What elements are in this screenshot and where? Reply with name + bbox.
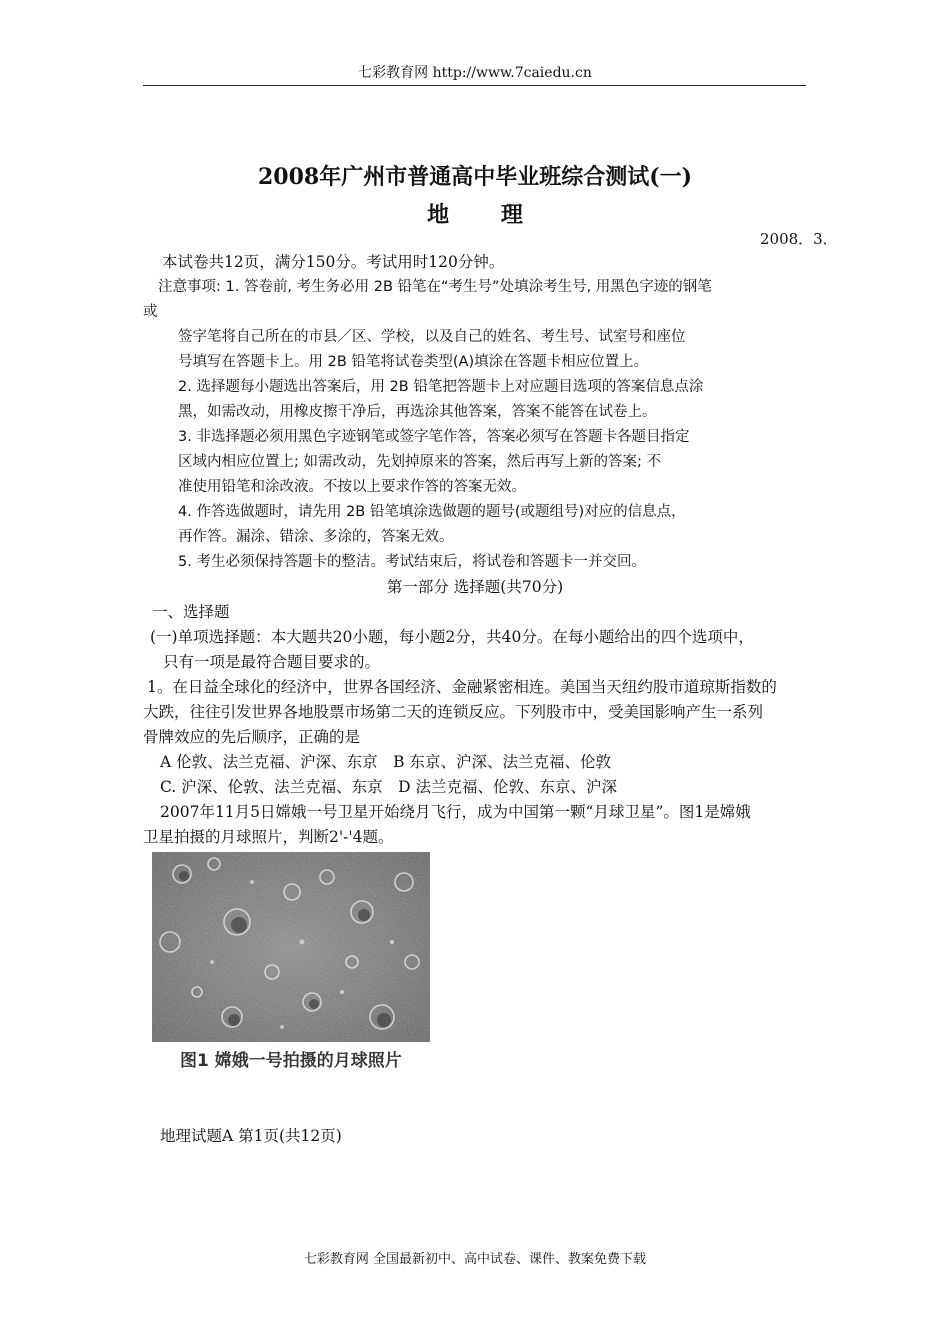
intro-text: 本试卷共12页，满分150分。考试用时120分钟。 [162, 253, 505, 271]
notice-line: 或 [143, 304, 158, 320]
notice-line: 再作答。漏涂、错涂、多涂的，答案无效。 [178, 529, 454, 545]
question-1-text: 骨牌效应的先后顺序，正确的是 [143, 728, 361, 746]
notice-line: 准使用铅笔和涂改液。不按以上要求作答的答案无效。 [178, 479, 526, 495]
notice-line: 2. 选择题每小题选出答案后，用 2B 铅笔把答题卡上对应题目选项的答案信息点涂 [178, 379, 704, 395]
section-title: 一、选择题 [152, 603, 230, 621]
question-1-option: A 伦敦、法兰克福、沪深、东京 B 东京、沪深、法兰克福、伦敦 [160, 753, 611, 771]
single-choice-instruction: 只有一项是最符合题目要求的。 [163, 653, 381, 671]
page-number-footer: 地理试题A 第1页(共12页) [160, 1127, 342, 1145]
moon-photo [152, 852, 430, 1042]
question-1-text: 大跌，往往引发世界各地股票市场第二天的连锁反应。下列股市中，受美国影响产生一系列 [143, 703, 764, 721]
notice-line: 号填写在答题卡上。用 2B 铅笔将试卷类型(A)填涂在答题卡相应位置上。 [178, 354, 649, 370]
bottom-footer: 七彩教育网 全国最新初中、高中试卷、课件、教案免费下载 [303, 1252, 647, 1267]
question-1-text: 1。在日益全球化的经济中，世界各国经济、金融紧密相连。美国当天纽约股市道琼斯指数的 [147, 678, 777, 696]
exam-subject: 地 理 [427, 202, 545, 228]
header-divider [143, 85, 806, 86]
question-2-intro: 卫星拍摄的月球照片，判断2'-'4题。 [143, 828, 394, 846]
exam-date: 2008．3． [760, 230, 838, 248]
part-title: 第一部分 选择题(共70分) [386, 578, 564, 596]
notice-line: 区域内相应位置上; 如需改动，先划掉原来的答案，然后再写上新的答案; 不 [178, 454, 661, 470]
question-2-intro: 2007年11月5日嫦娥一号卫星开始绕月飞行，成为中国第一颗“月球卫星”。图1是嫦娥 [160, 803, 751, 821]
notice-line: 4. 作答选做题时，请先用 2B 铅笔填涂选做题的题号(或题组号)对应的信息点， [178, 504, 686, 520]
page-header: 七彩教育网 http://www.7caiedu.cn [358, 65, 592, 81]
notice-line: 签字笔将自己所在的市县／区、学校，以及自己的姓名、考生号、试室号和座位 [178, 329, 686, 345]
notice-line: 3. 非选择题必须用黑色字迹钢笔或签字笔作答，答案必须写在答题卡各题目指定 [178, 429, 690, 445]
notice-line: 黑，如需改动，用橡皮擦干净后，再选涂其他答案，答案不能答在试卷上。 [178, 404, 657, 420]
single-choice-instruction: (一)单项选择题：本大题共20小题，每小题2分，共40分。在每小题给出的四个选项中， [150, 628, 754, 646]
figure-caption: 图1 嫦娥一号拍摄的月球照片 [180, 1051, 402, 1071]
exam-title: 2008年广州市普通高中毕业班综合测试(一) [257, 164, 693, 190]
notice-line: 5. 考生必须保持答题卡的整洁。考试结束后，将试卷和答题卡一并交回。 [178, 554, 646, 570]
notice-line: 注意事项: 1. 答卷前, 考生务必用 2B 铅笔在“考生号”处填涂考生号, 用黑色字迹的钢笔 [158, 279, 712, 295]
question-1-option: C. 沪深、伦敦、法兰克福、东京 D 法兰克福、伦敦、东京、沪深 [160, 778, 618, 796]
